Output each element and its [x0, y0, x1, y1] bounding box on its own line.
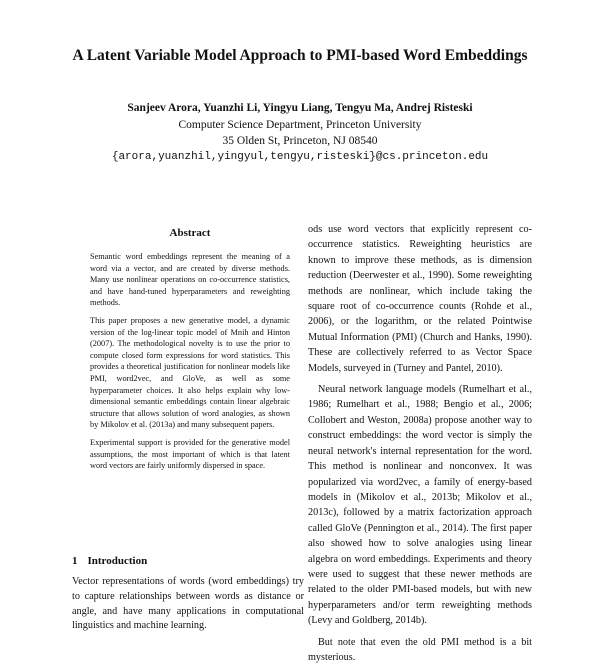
right-column [308, 222, 532, 671]
section-number: 1 [72, 555, 78, 567]
section-heading-introduction [72, 554, 302, 568]
paper-title: A Latent Variable Model Approach to PMI-based Word Embeddings [72, 47, 528, 64]
section-title: Introduction [87, 555, 148, 567]
affiliation-department: Computer Science Department, Princeton University [178, 119, 422, 131]
abstract-paragraph: Semantic word embeddings represent the meaning of a word via a vector, and are created by diverse methods. Many use nonlinear operations on co-occurrence statistics, and have hand-tuned hyperparameters and reweighting methods. [90, 252, 290, 308]
abstract-paragraph: Experimental support is provided for the generative model assumptions, the most important of which is that latent word vectors are fairly uniformly dispersed in space. [90, 437, 290, 471]
author-list: Sanjeev Arora, Yuanzhi Li, Yingyu Liang, Tengyu Ma, Andrej Risteski [127, 102, 473, 114]
body-paragraph: Neural network language models (Rumelhart et al., 1986; Rumelhart et al., 1988; Bengio et al., 2006; Collobert and Weston, 2008a) propose another way to construct embeddings: the word vector is simply the neural network's internal representation for the word. This method is nonlinear and nonconvex. It was popularized via word2vec, a family of energy-based models in (Mikolov et al., 2013b; Mikolov et al., 2013c), followed by a matrix factorization approach called GloVe (Pennington et al., 2014). The first paper also showed how to solve analogies using linear algebra on word embeddings. Experiments and theory were used to suggest that these newer methods are related to the older PMI-based models, but with new hyperparameters and/or term reweighting methods (Levy and Goldberg, 2014b). [308, 384, 532, 627]
body-paragraph: But note that even the old PMI method is a bit mysterious. [308, 636, 532, 663]
body-paragraph: ods use word vectors that explicitly represent co-occurrence statistics. Reweighting heuristics are known to improve these methods, as is dimension reduction (Deerwester et al., 1990). Some reweighting methods are nonlinear, which include taking the square root of co-occurrence counts (Rohde et al., 2006), or the logarithm, or the related Pointwise Mutual Information (PMI) (Church and Hanks, 1990). These are collectively referred to as Vector Space Models, surveyed in (Turney and Pantel, 2010). [308, 224, 532, 374]
abstract-paragraph: This paper proposes a new generative model, a dynamic version of the log-linear topic model of Mnih and Hinton (2007). The methodological novelty is to use the prior to compute closed form expressions for word statistics. This provides a theoretical justification for nonlinear models like PMI, word2vec, and GloVe, as well as some hyperparameter choices. It also helps explain why low-dimensional semantic embeddings contain linear algebraic structure that allows solution of word analogies, as shown by Mikolov et al. (2013a) and many subsequent papers. [90, 315, 290, 430]
affiliation-block [0, 117, 600, 165]
affiliation-address: 35 Olden St, Princeton, NJ 08540 [222, 135, 378, 147]
author-emails: {arora,yuanzhil,yingyul,tengyu,risteski}@cs.princeton.edu [111, 151, 489, 163]
abstract-heading: Abstract [169, 227, 211, 239]
abstract-body [90, 251, 290, 478]
introduction-paragraph: Vector representations of words (word embeddings) try to capture relationships between words as distance or angle, and have many applications in computational linguistics and machine learning. [72, 576, 304, 632]
